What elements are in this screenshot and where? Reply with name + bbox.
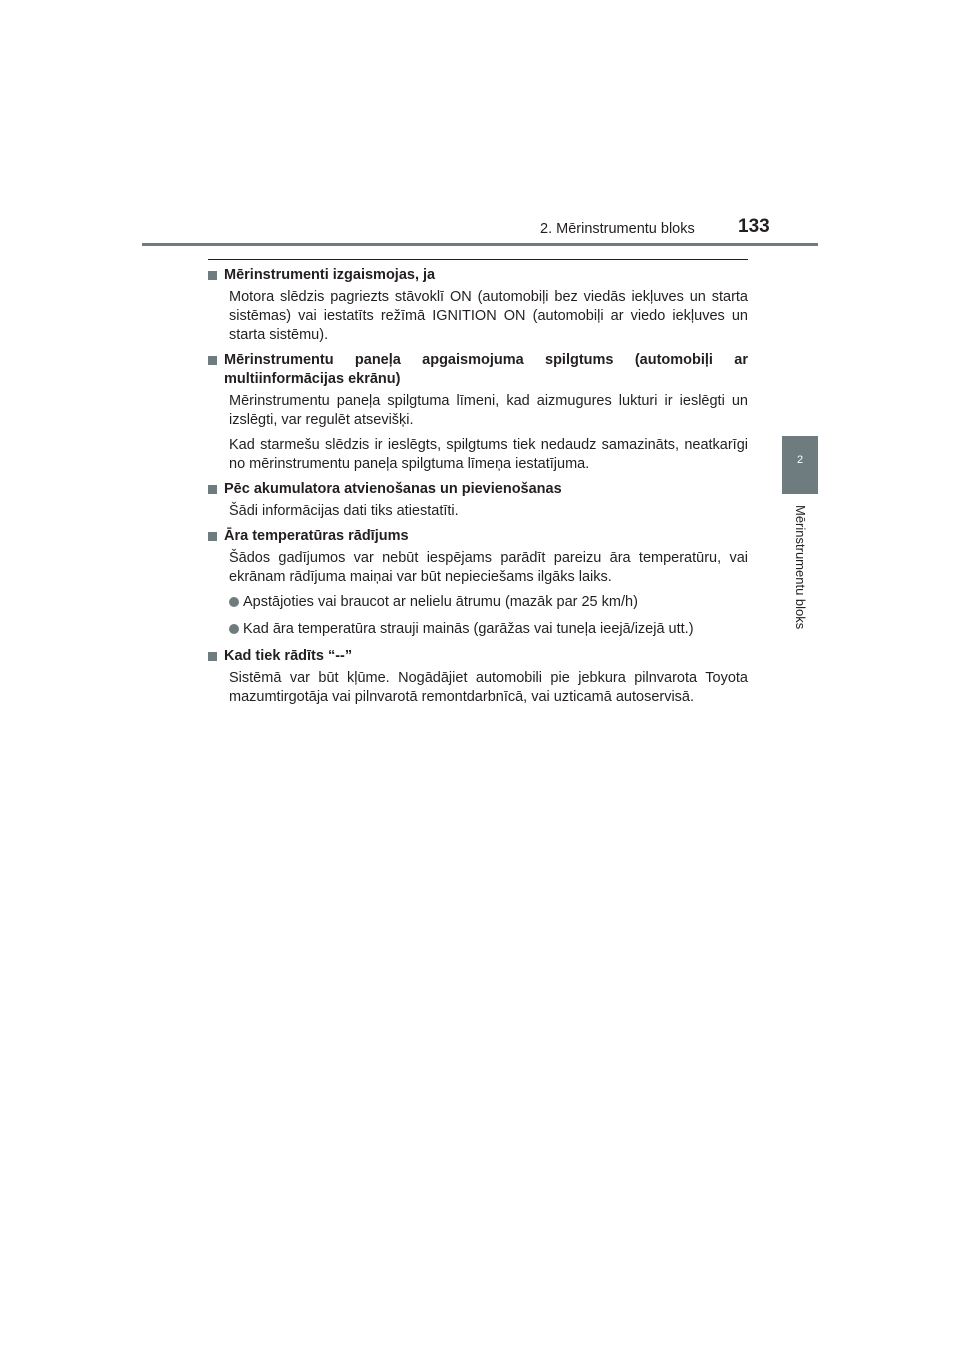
section-dashes-shown [208,647,748,707]
section-title: Pēc akumulatora atvienošanas un pievienošanas [224,481,562,497]
section-title: Mērinstrumentu paneļa apgaismojuma spilgtums (automobiļi ar multiinformācijas ekrānu) [224,352,748,387]
section-heading [208,266,748,285]
bullet-text: Apstājoties vai braucot ar nelielu ātrumu (mazāk par 25 km/h) [243,594,638,610]
header-title: 2. Mērinstrumentu bloks [540,221,695,237]
section-square-icon [208,532,217,541]
bullet-dot-icon [229,597,239,607]
section-title: Āra temperatūras rādījums [224,528,409,544]
chapter-side-label: Mērinstrumentu bloks [793,505,808,630]
section-square-icon [208,271,217,280]
section-square-icon [208,485,217,494]
chapter-tab-number: 2 [796,454,804,466]
section-paragraph: Sistēmā var būt kļūme. Nogādājiet automobili pie jebkura pilnvarota Toyota mazumtirgotāja vai pilnvarotā remontdarbnīcā, vai uzticamā autoservisā. [229,670,748,705]
bullet-text: Kad āra temperatūra strauji mainās (garāžas vai tuneļa ieejā/izejā utt.) [243,621,694,637]
bullet-item [229,620,748,639]
content-divider [208,259,748,260]
section-heading [208,647,748,666]
section-title: Mērinstrumenti izgaismojas, ja [224,267,436,283]
section-paragraph: Kad starmešu slēdzis ir ieslēgts, spilgtums tiek nedaudz samazināts, neatkarīgi no mērinstrumentu paneļa spilgtuma līmeņa iestatījuma. [229,437,748,472]
section-square-icon [208,356,217,365]
section-heading [208,480,748,499]
section-paragraph: Šādos gadījumos var nebūt iespējams parādīt pareizu āra temperatūru, vai ekrānam rādījuma maiņai var būt nepieciešams ilgāks laiks. [229,550,748,585]
header-divider [142,243,818,246]
section-brightness [208,351,748,474]
section-illumination [208,266,748,345]
section-heading [208,351,748,389]
bullet-item [229,593,748,612]
section-paragraph: Mērinstrumentu paneļa spilgtuma līmeni, kad aizmugures lukturi ir ieslēgti un izslēgti, var regulēt atsevišķi. [229,393,748,428]
page-content [208,266,748,713]
chapter-tab [782,436,818,494]
section-title: Kad tiek rādīts “--” [224,648,353,664]
section-square-icon [208,652,217,661]
section-outside-temperature [208,527,748,639]
page-number: 133 [738,216,770,237]
section-heading [208,527,748,546]
section-battery [208,480,748,521]
section-paragraph: Motora slēdzis pagriezts stāvoklī ON (automobiļi bez viedās iekļuves un starta sistēmas) vai iestatīts režīmā IGNITION ON (automobiļi ar viedo iekļuves un starta sistēmu). [229,289,748,343]
bullet-dot-icon [229,624,239,634]
section-paragraph: Šādi informācijas dati tiks atiestatīti. [229,503,459,519]
